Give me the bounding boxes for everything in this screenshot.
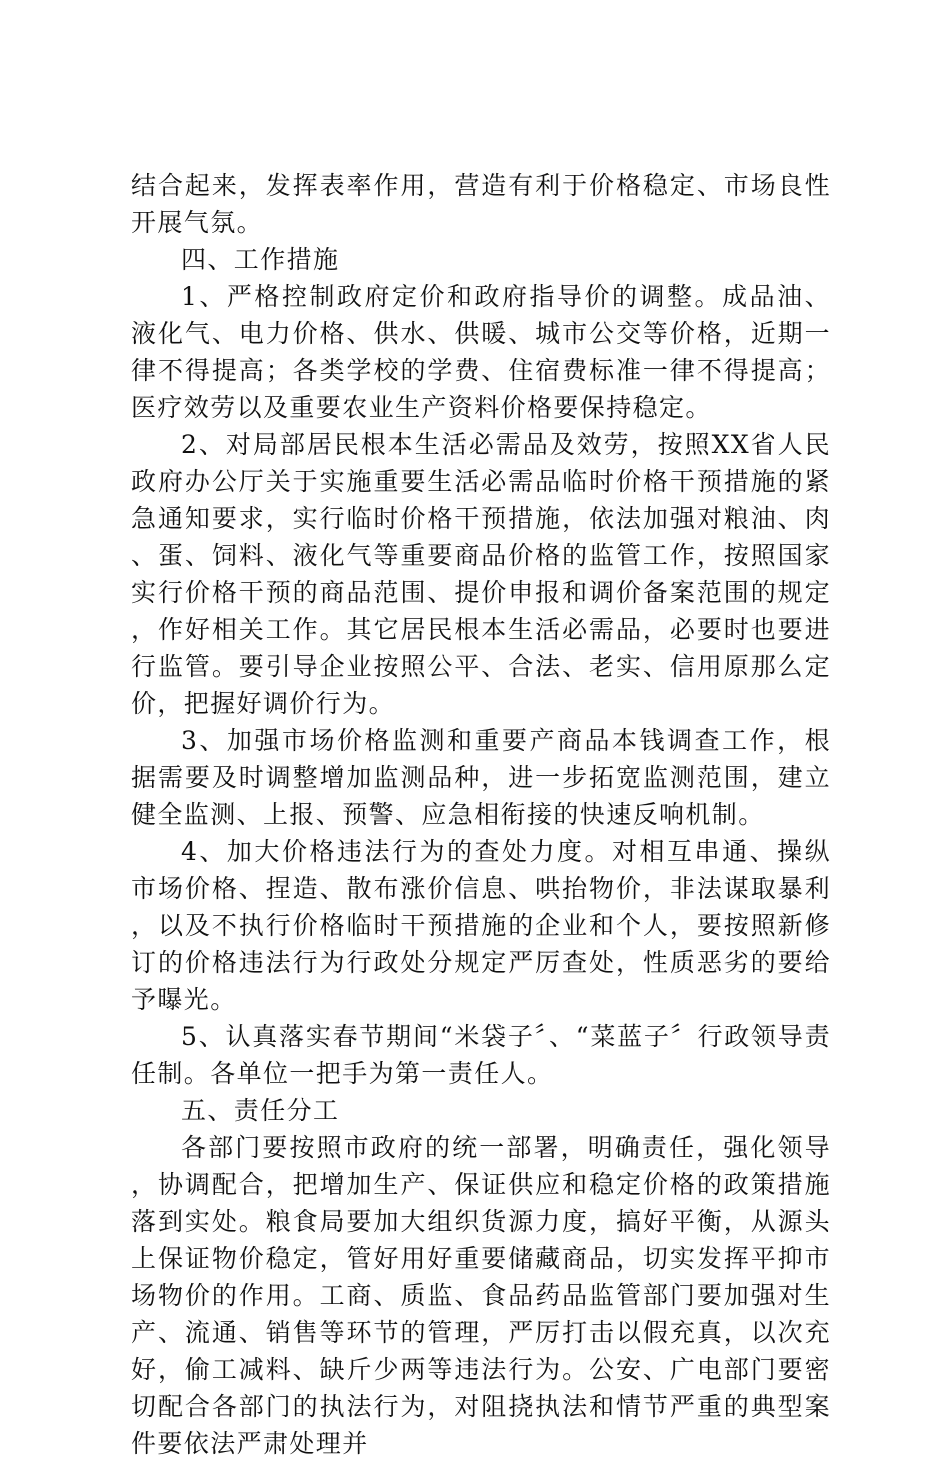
paragraph-measure-4: 4、加大价格违法行为的查处力度。对相互串通、操纵市场价格、捏造、散布涨价信息、哄抬物价，非法谋取暴利，以及不执行价格临时干预措施的企业和个人，要按照新修订的价格违法行为行政处分规定严厉查处，性质恶劣的要给予曝光。: [131, 837, 831, 1014]
paragraph-measure-1: 1、严格控制政府定价和政府指导价的调整。成品油、液化气、电力价格、供水、供暖、城市公交等价格，近期一律不得提高；各类学校的学费、住宿费标准一律不得提高；医疗效劳以及重要农业生产资料价格要保持稳定。: [131, 282, 831, 422]
paragraph-measure-5: 5、认真落实春节期间“米袋子〞、“菜蓝子〞行政领导责任制。各单位一把手为第一责任人。: [131, 1022, 831, 1088]
paragraph-measure-3: 3、加强市场价格监测和重要产商品本钱调查工作，根据需要及时调整增加监测品种，进一步拓宽监测范围，建立健全监测、上报、预警、应急相衔接的快速反响机制。: [131, 726, 831, 829]
document-body: [131, 167, 831, 1462]
paragraph-measure-2: 2、对局部居民根本生活必需品及效劳，按照XX省人民政府办公厅关于实施重要生活必需品临时价格干预措施的紧急通知要求，实行临时价格干预措施，依法加强对粮油、肉、蛋、饲料、液化气等重要商品价格的监管工作，按照国家实行价格干预的商品范围、提价申报和调价备案范围的规定，作好相关工作。其它居民根本生活必需品，必要时也要进行监管。要引导企业按照公平、合法、老实、信用原那么定价，把握好调价行为。: [131, 430, 831, 718]
paragraph-continuation: 结合起来，发挥表率作用，营造有利于价格稳定、市场良性开展气氛。: [131, 171, 831, 237]
paragraph-responsibility: 各部门要按照市政府的统一部署，明确责任，强化领导，协调配合，把增加生产、保证供应和稳定价格的政策措施落到实处。粮食局要加大组织货源力度，搞好平衡，从源头上保证物价稳定，管好用好重要储藏商品，切实发挥平抑市场物价的作用。工商、质监、食品药品监管部门要加强对生产、流通、销售等环节的管理，严厉打击以假充真，以次充好，偷工减料、缺斤少两等违法行为。公安、广电部门要密切配合各部门的执法行为，对阻挠执法和情节严重的典型案件要依法严肃处理并: [131, 1133, 831, 1458]
section-heading-responsibility: 五、责任分工: [181, 1096, 340, 1125]
section-heading-measures: 四、工作措施: [181, 245, 340, 274]
